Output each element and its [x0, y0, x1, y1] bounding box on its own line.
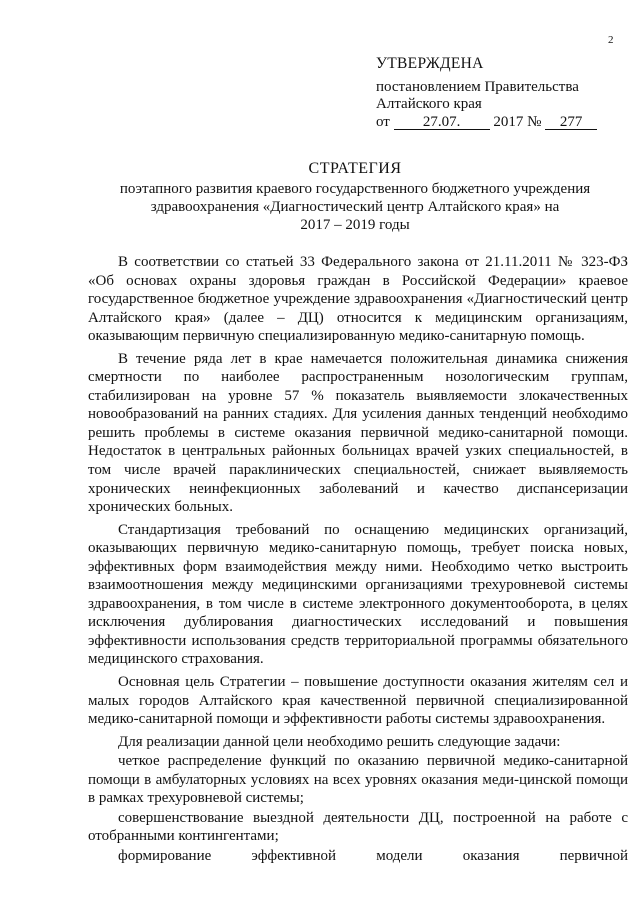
approval-year: 2017 №: [493, 114, 542, 130]
document-subtitle-line-1: поэтапного развития краевого государственного бюджетного учреждения: [119, 181, 591, 197]
document-heading: [80, 160, 630, 234]
approval-region: Алтайского края: [376, 96, 482, 112]
paragraph-dynamics: В течение ряда лет в крае намечается положительная динамика снижения смертности по наиболее распространенным нозологическим группам, стабилизирован на уровне 57 % показатель выявляемости злокачественных новообразований на ранних стадиях. Для усиления данных тенденций необходимо решить проблемы в системе оказания первичной медико-санитарной помощи. Недостаток в центральных районных больницах врачей узких специальностей, в том числе врачей параклинических специальностей, снижает выявляемость хронических неинфекционных заболеваний и качество диспансеризации хронических больных.: [88, 350, 628, 516]
approval-stamp: [376, 55, 626, 132]
task-item-outreach: совершенствование выездной деятельности ДЦ, построенной на работе с отобранными контингентами;: [88, 809, 628, 845]
paragraph-main-goal: Основная цель Стратегии – повышение доступности оказания жителям сел и малых городов Алтайского края качественной первичной специализированной медико-санитарной помощи и эффективности работы системы здравоохранения.: [88, 674, 628, 728]
document-title: СТРАТЕГИЯ: [308, 160, 402, 177]
approval-title: УТВЕРЖДЕНА: [376, 55, 484, 72]
approval-authority: постановлением Правительства: [376, 79, 579, 95]
approval-number: 277: [545, 114, 597, 130]
paragraph-tasks-intro: Для реализации данной цели необходимо решить следующие задачи:: [118, 733, 561, 750]
document-subtitle-line-3: 2017 – 2019 годы: [300, 217, 410, 233]
paragraph-legal-basis: В соответствии со статьей 33 Федерального закона от 21.11.2011 № 323-ФЗ «Об основах охраны здоровья граждан в Российской Федерации» краевое государственное бюджетное учреждение здравоохранения «Диагностический центр Алтайского края» (далее – ДЦ) относится к медицинским организациям, оказывающим первичную специализированную медико-санитарную помощь.: [88, 254, 628, 345]
approval-date: 27.07.: [394, 114, 490, 130]
task-item-model: формирование эффективной модели оказания первичной: [118, 847, 628, 864]
approval-date-line: [376, 114, 626, 132]
document-subtitle-line-2: здравоохранения «Диагностический центр Алтайского края» на: [150, 199, 560, 215]
page-number: 2: [608, 34, 614, 46]
document-body: [88, 253, 628, 867]
paragraph-standardization: Стандартизация требований по оснащению медицинских организаций, оказывающих первичную медико-санитарную помощь, требует поиска новых, эффективных форм взаимодействия между ними. Необходимо четко выстроить взаимоотношения между медицинскими организациями трехуровневой системы здравоохранения, в том числе в системе электронного документооборота, в целях исключения дублирования диагностических исследований и повышения эффективности использования средств территориальной программы обязательного медицинского страхования.: [88, 521, 628, 668]
task-item-functions: четкое распределение функций по оказанию первичной медико-санитарной помощи в амбулаторных условиях на всех уровнях оказания меди-цинской помощи в рамках трехуровневой системы;: [88, 753, 628, 807]
approval-ot-label: от: [376, 114, 390, 130]
